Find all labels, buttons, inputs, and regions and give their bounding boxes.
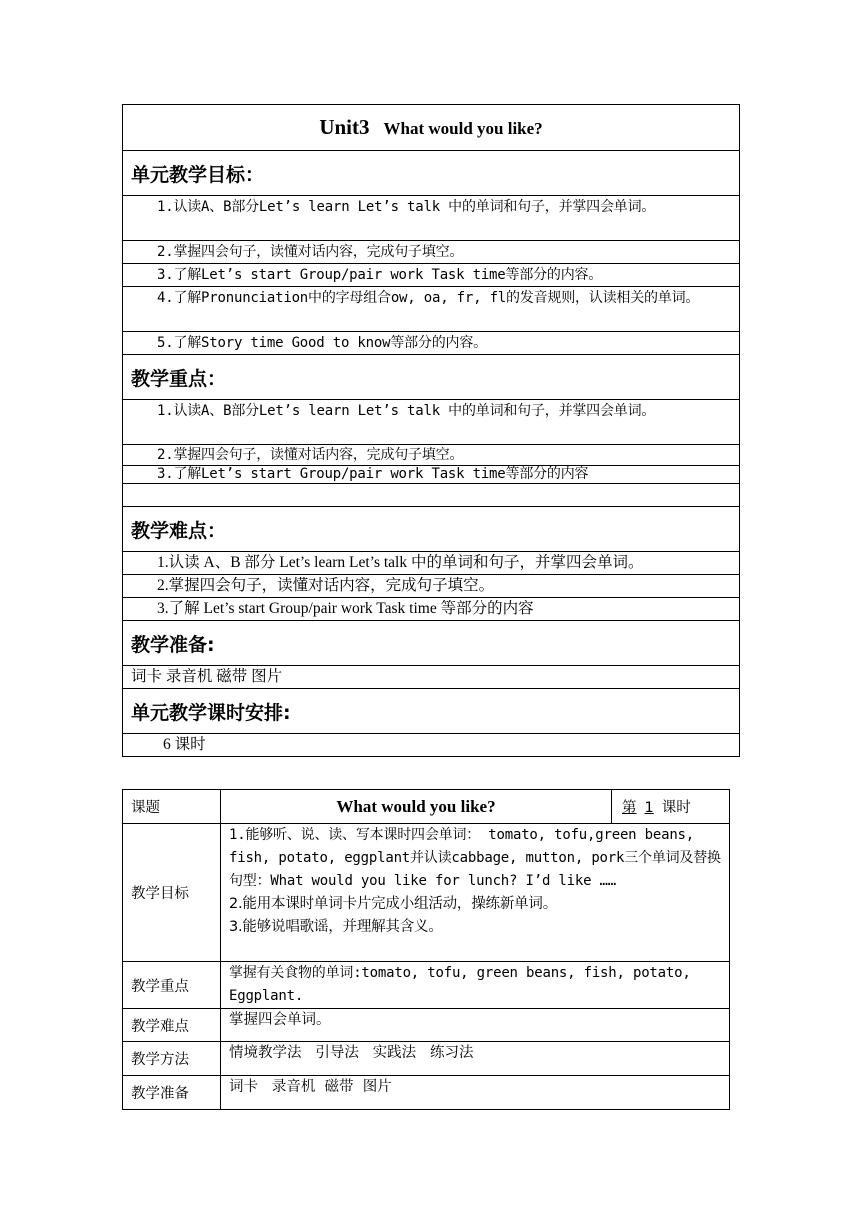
preparation-content: 词卡 录音机 磁带 图片 [221,1076,730,1110]
preparation-heading: 教学准备: [123,621,740,666]
period-number: 1 [644,800,654,816]
lesson-plan-table [122,789,730,1110]
lesson-period [612,790,730,824]
objectives-content [221,824,730,962]
period-prefix: 第 [622,800,637,816]
difficulty-item: 1.认读 A、B 部分 Let’s learn Let’s talk 中的单词和句子，并掌四会单词。 [123,552,740,575]
unit-number: Unit3 [319,115,370,139]
objective-item: 2.掌握四会句子，读懂对话内容，完成句子填空。 [123,241,740,264]
objective-line: 1.能够听、说、读、写本课时四会单词： tomato, tofu,green beans, fish, potato, eggplant并认读cabbage, mutton, pork三个单词及替换句型：What would you like for lunch? I’d like …… [229,827,721,889]
difficulty-content: 掌握四会单词。 [221,1009,730,1042]
topic-label: 课题 [123,790,221,824]
objective-item: 5.了解Story time Good to know等部分的内容。 [123,332,740,355]
key-point-content: 掌握有关食物的单词:tomato, tofu, green beans, fish, potato, Eggplant. [221,962,730,1009]
period-suffix: 课时 [661,800,691,816]
key-point-item: 1.认读A、B部分Let’s learn Let’s talk 中的单词和句子，并掌四会单词。 [123,400,740,445]
objective-item: 3.了解Let’s start Group/pair work Task time等部分的内容。 [123,264,740,287]
preparation-text: 词卡 录音机 磁带 图片 [123,666,740,689]
objective-item: 1.认读A、B部分Let’s learn Let’s talk 中的单词和句子，并掌四会单词。 [123,196,740,241]
schedule-text: 6 课时 [123,734,740,757]
difficulty-item: 3.了解 Let’s start Group/pair work Task time 等部分的内容 [123,598,740,621]
unit-plan-table [122,104,740,757]
unit-title [123,105,740,151]
schedule-heading: 单元教学课时安排: [123,689,740,734]
objective-line: 2.能用本课时单词卡片完成小组活动，操练新单词。 [229,896,558,912]
unit-subtitle: What would you like? [383,119,543,138]
objective-line: 3.能够说唱歌谣，并理解其含义。 [229,919,443,935]
objective-item: 4.了解Pronunciation中的字母组合ow, oa, fr, fl的发音规则，认读相关的单词。 [123,287,740,332]
key-point-item: 3.了解Let’s start Group/pair work Task time等部分的内容 [123,466,740,484]
method-label: 教学方法 [123,1042,221,1076]
objectives-label: 教学目标 [123,824,221,962]
objectives-heading: 单元教学目标： [123,151,740,196]
difficulties-heading: 教学难点： [123,507,740,552]
key-point-label: 教学重点 [123,962,221,1009]
difficulty-label: 教学难点 [123,1009,221,1042]
preparation-label: 教学准备 [123,1076,221,1110]
method-content: 情境教学法 引导法 实践法 练习法 [221,1042,730,1076]
blank-row [123,484,740,507]
lesson-title: What would you like? [221,790,612,824]
difficulty-item: 2.掌握四会句子，读懂对话内容，完成句子填空。 [123,575,740,598]
key-point-item: 2.掌握四会句子，读懂对话内容，完成句子填空。 [123,445,740,466]
key-points-heading: 教学重点： [123,355,740,400]
